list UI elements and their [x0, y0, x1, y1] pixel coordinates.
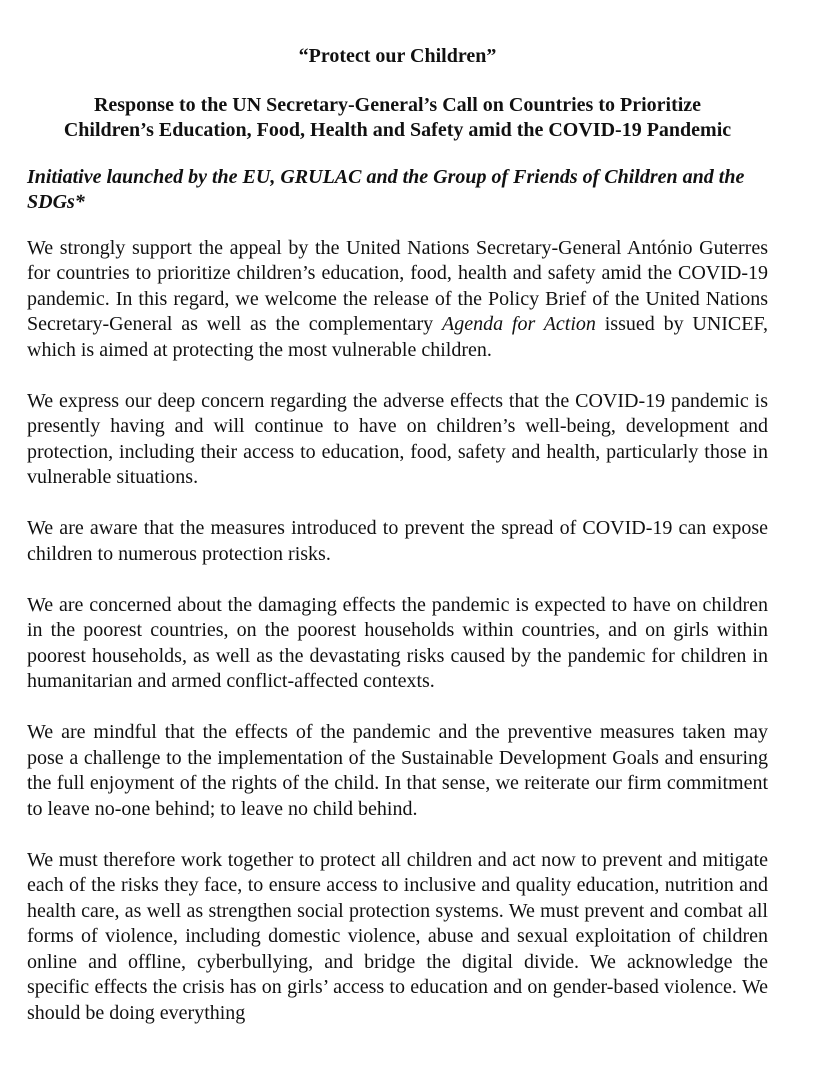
paragraph-2: We express our deep concern regarding the adverse effects that the COVID-19 pandemic is presently having and will continue to have on children’s well-being, development and protection, including their access to education, food, safety and health, particularly those in vulnerable situations.: [27, 389, 768, 488]
paragraph-1-text-a: We strongly support the appeal by the United Nations Secretary-General António Guterres for countries to prioritize children’s education, food, health and safety amid the COVID-19 pandemic. In this regard, we welcome the release of the Policy Brief of the United Nations Secretary-General as well as the complementary: [27, 236, 768, 335]
paragraph-4: We are concerned about the damaging effects the pandemic is expected to have on children in the poorest countries, on the poorest households within countries, and on girls within poorest households, as well as the devastating risks caused by the pandemic for children in humanitarian and armed conflict-affected contexts.: [27, 593, 768, 692]
subtitle-line-2: Children’s Education, Food, Health and Safety amid the COVID-19 Pandemic: [63, 118, 732, 141]
paragraph-3: We are aware that the measures introduced to prevent the spread of COVID-19 can expose children to numerous protection risks.: [27, 517, 768, 565]
paragraph-1-text-b: issued by UNICEF, which is aimed at protecting the most vulnerable children.: [27, 313, 769, 361]
paragraph-6: We must therefore work together to protect all children and act now to prevent and mitigate each of the risks they face, to ensure access to inclusive and quality education, nutrition and health care, as well as strengthen social protection systems. We must prevent and combat all forms of violence, including domestic violence, abuse and sexual exploitation of children online and offline, cyberbullying, and bridge the digital divide. We acknowledge the specific effects the crisis has on girls’ access to education and on gender-based violence. We should be doing everything: [27, 848, 768, 1024]
paragraph-5: We are mindful that the effects of the pandemic and the preventive measures taken may pose a challenge to the implementation of the Sustainable Development Goals and ensuring the full enjoyment of the rights of the child. In that sense, we reiterate our firm commitment to leave no-one behind; to leave no child behind.: [27, 721, 768, 820]
subtitle-line-1: Response to the UN Secretary-General’s Call on Countries to Prioritize: [93, 93, 702, 116]
agenda-for-action-title: Agenda for Action: [441, 313, 596, 335]
paragraph-1: [27, 236, 768, 364]
initiative-heading: Initiative launched by the EU, GRULAC and the Group of Friends of Children and the SDGs*: [27, 165, 745, 213]
document-subtitle: [27, 93, 768, 143]
document-title: “Protect our Children”: [298, 45, 497, 67]
